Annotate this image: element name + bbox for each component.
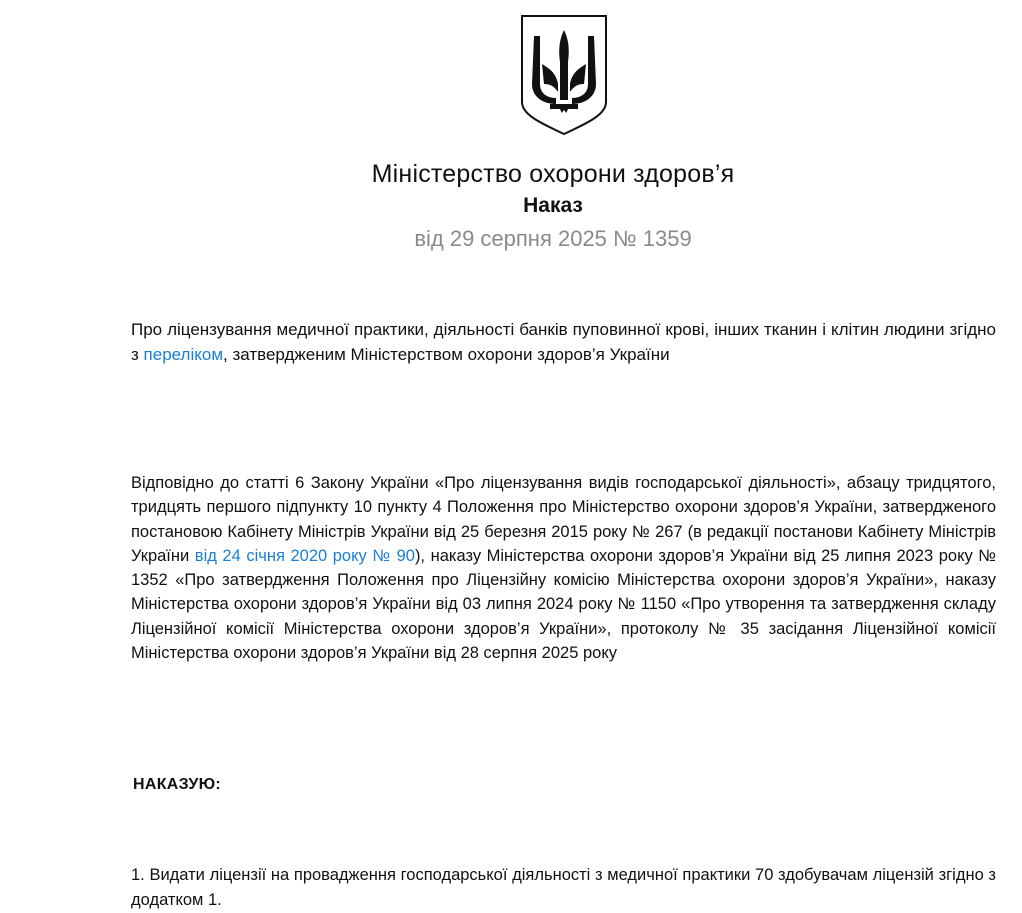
title-text-part2: , затвердженим Міністерством охорони здоров’я України — [223, 345, 670, 364]
ministry-name: Міністерство охорони здоров’я — [371, 160, 735, 188]
document-type: Наказ — [523, 194, 583, 217]
list-link[interactable]: переліком — [143, 345, 224, 364]
order-heading: НАКАЗУЮ: — [133, 776, 222, 793]
preamble-paragraph — [131, 471, 996, 665]
title-text-part1: Про ліцензування медичної практики, діяльності банків пуповинної крові, інших тканин і клітин людини згідно з — [131, 320, 996, 364]
document-title — [131, 317, 996, 367]
order-item-1: 1. Видати ліцензії на провадження господарської діяльності з медичної практики 70 здобувачам ліцензій згідно з додатком 1. — [131, 866, 996, 909]
resolution-link[interactable]: від 24 січня 2020 року № 90 — [194, 546, 415, 565]
document-date: від 29 серпня 2025 № 1359 — [414, 226, 692, 251]
preamble-text-part1: Відповідно до статті 6 Закону України «Про ліцензування видів господарської діяльності», абзацу тридцятого, тридцять першого підпункту 10 пункту 4 Положення про Міністерство охорони здоров’я України, затвердженого постановою Кабінету Міністрів України від 25 березня 2015 року № 267 (в редакції постанови Кабінету Міністрів України — [131, 474, 996, 565]
ukraine-coat-of-arms-icon — [520, 14, 608, 136]
preamble-text-part2: ), наказу Міністерства охорони здоров’я України від 25 липня 2023 року № 1352 «Про затвердження Положення про Ліцензійну комісію Міністерства охорони здоров’я України», наказу Міністерства охорони здоров’я України від 03 липня 2024 року № 1150 «Про утворення та затвердження складу Ліцензійної комісії Міністерства охорони здоров’я України», протоколу № 35 засідання Ліцензійної комісії Міністерства охорони здоров’я України від 28 серпня 2025 року — [131, 546, 996, 663]
